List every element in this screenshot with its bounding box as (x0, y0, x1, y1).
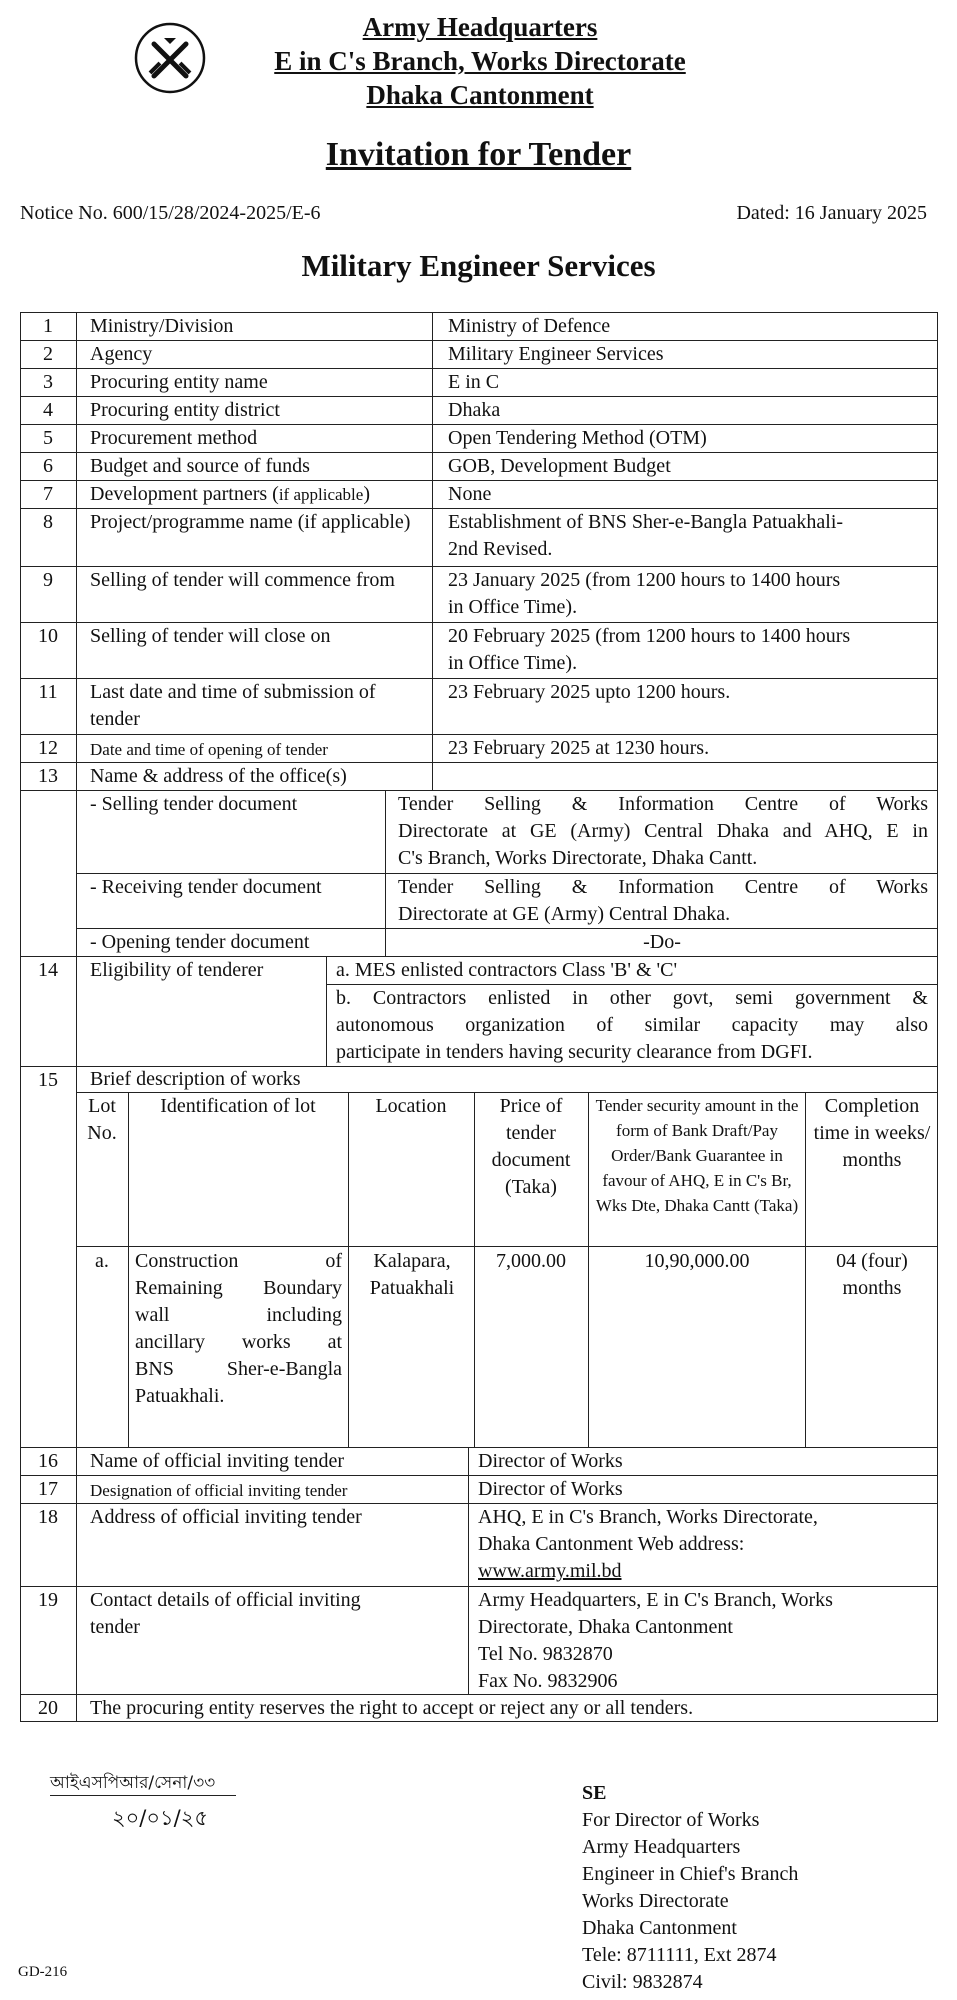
row-number: 4 (43, 399, 53, 421)
row-value: 23 February 2025 at 1230 hours. (448, 737, 710, 759)
notice-date: Dated: 16 January 2025 (736, 202, 927, 224)
organization-title: Military Engineer Services (301, 248, 656, 283)
signature-line: For Director of Works (582, 1809, 760, 1831)
row-number: 6 (43, 455, 53, 477)
signature-line: SE (582, 1782, 607, 1804)
row-number: 2 (43, 343, 53, 365)
row-value: E in C (448, 371, 500, 393)
row-value-line: Directorate, Dhaka Cantonment (478, 1616, 733, 1638)
row-number: 1 (43, 315, 53, 337)
row-label: Project/programme name (if applicable) (90, 511, 411, 533)
row-number: 18 (38, 1506, 58, 1528)
row-number: 20 (38, 1697, 58, 1719)
row-label: Ministry/Division (90, 315, 234, 337)
row-value-line: in Office Time). (448, 596, 578, 618)
row-text: The procuring entity reserves the right to accept or reject any or all tenders. (90, 1697, 694, 1719)
row-label: Designation of official inviting tender (90, 1481, 348, 1500)
row-label: Development partners (if applicable) (90, 483, 370, 505)
row-label: Address of official inviting tender (90, 1506, 362, 1528)
row-label: Name & address of the office(s) (90, 765, 347, 787)
row-label: Procuring entity district (90, 399, 280, 421)
header-block (240, 10, 720, 112)
notice-number: Notice No. 600/15/28/2024-2025/E-6 (20, 202, 321, 224)
row-value-line: Army Headquarters, E in C's Branch, Works (478, 1589, 833, 1611)
row-value: None (448, 483, 492, 505)
row-number: 5 (43, 427, 53, 449)
row-label: Brief description of works (90, 1068, 301, 1090)
lot-identification-line: Construction of (135, 1250, 342, 1272)
col-header-identification: Identification of lot (160, 1095, 316, 1117)
row-value-line: 23 January 2025 (from 1200 hours to 1400 hours (448, 569, 841, 591)
row-label: Selling of tender will commence from (90, 569, 395, 591)
eligibility-b-line: b. Contractors enlisted in other govt, semi government & (336, 987, 928, 1009)
row-number: 16 (38, 1450, 58, 1472)
row-number: 13 (38, 765, 58, 787)
row-label: Last date and time of submission of tender (90, 681, 376, 730)
col-header-price: Price of tender document (Taka) (491, 1095, 571, 1198)
selling-line: Tender Selling & Information Centre of Works (398, 793, 928, 815)
row-value-line: Dhaka Cantonment Web address: (478, 1533, 745, 1555)
eligibility-b-line: autonomous organization of similar capacity may also (336, 1014, 928, 1036)
row-label: Eligibility of tenderer (90, 959, 264, 981)
sub-label-receiving: - Receiving tender document (90, 876, 322, 898)
row-number: 11 (38, 681, 58, 703)
row-label: Date and time of opening of tender (90, 740, 328, 759)
row-number: 12 (38, 737, 58, 759)
row-number: 7 (43, 483, 53, 505)
row-value-line: Establishment of BNS Sher-e-Bangla Patuakhali- (448, 511, 844, 533)
row-number: 3 (43, 371, 53, 393)
lot-identification-line: BNS Sher-e-Bangla (135, 1358, 342, 1380)
eligibility-a: a. MES enlisted contractors Class 'B' & 'C' (336, 959, 678, 981)
opening-value: -Do- (643, 931, 681, 953)
row-value-line: Fax No. 9832906 (478, 1670, 618, 1692)
header-line-2: E in C's Branch, Works Directorate (274, 46, 686, 76)
signature-line: Tele: 8711111, Ext 2874 (582, 1944, 777, 1966)
sub-label-selling: - Selling tender document (90, 793, 298, 815)
row-label: Budget and source of funds (90, 455, 310, 477)
lot-identification-line: Remaining Boundary (135, 1277, 342, 1299)
army-emblem-icon (134, 22, 206, 94)
row-value-line: 2nd Revised. (448, 538, 553, 560)
row-label: Selling of tender will close on (90, 625, 331, 647)
row-value: Dhaka (448, 399, 501, 421)
col-header-completion: Completion time in weeks/ months (813, 1095, 931, 1171)
receiving-line: Tender Selling & Information Centre of Works (398, 876, 928, 898)
signature-line: Civil: 9832874 (582, 1971, 703, 1993)
row-label-line: tender (90, 1616, 140, 1638)
col-header-lot: Lot No. (87, 1095, 117, 1144)
eligibility-b-line: participate in tenders having security clearance from DGFI. (336, 1041, 813, 1063)
receiving-line: Directorate at GE (Army) Central Dhaka. (398, 903, 731, 925)
signature-block (582, 1780, 798, 1996)
row-number: 14 (38, 959, 58, 981)
row-label: Agency (90, 343, 153, 365)
signature-line: Engineer in Chief's Branch (582, 1863, 799, 1885)
signature-line: Works Directorate (582, 1890, 729, 1912)
isp-stamp-date: ২০/০১/২৫ (112, 1806, 209, 1830)
row-value: Military Engineer Services (448, 343, 664, 365)
row-number: 8 (43, 511, 53, 533)
row-value-line: in Office Time). (448, 652, 578, 674)
web-address-link[interactable]: www.army.mil.bd (478, 1560, 622, 1582)
signature-line: Army Headquarters (582, 1836, 741, 1858)
row-number: 9 (43, 569, 53, 591)
lot-number: a. (95, 1250, 109, 1272)
row-value-line: AHQ, E in C's Branch, Works Directorate, (478, 1506, 818, 1528)
row-value: 23 February 2025 upto 1200 hours. (448, 681, 731, 703)
row-number: 15 (38, 1069, 58, 1091)
col-header-location: Location (375, 1095, 447, 1117)
row-value-line: 20 February 2025 (from 1200 hours to 1400 hours (448, 625, 851, 647)
row-value: Director of Works (478, 1450, 623, 1472)
signature-line: Dhaka Cantonment (582, 1917, 737, 1939)
col-header-security: Tender security amount in the form of Bank Draft/Pay Order/Bank Guarantee in favour of AHQ, E in C's Br, Wks Dte, Dhaka Cantt (Taka) (595, 1096, 799, 1215)
row-label: Name of official inviting tender (90, 1450, 344, 1472)
row-number: 10 (38, 625, 58, 647)
row-label-line: Contact details of official inviting (90, 1589, 361, 1611)
row-value-line: Tel No. 9832870 (478, 1643, 613, 1665)
row-label: Procurement method (90, 427, 258, 449)
page-title: Invitation for Tender (325, 136, 632, 173)
header-line-3: Dhaka Cantonment (366, 80, 594, 110)
row-value: Director of Works (478, 1478, 623, 1500)
lot-location: Kalapara, Patuakhali (369, 1250, 455, 1299)
selling-line: Directorate at GE (Army) Central Dhaka and AHQ, E in (398, 820, 928, 842)
sub-label-opening: - Opening tender document (90, 931, 310, 953)
selling-line: C's Branch, Works Directorate, Dhaka Cantt. (398, 847, 758, 869)
lot-completion: 04 (four) months (836, 1250, 908, 1299)
row-number: 17 (38, 1478, 58, 1500)
lot-price: 7,000.00 (496, 1250, 566, 1272)
lot-identification-line: ancillary works at (135, 1331, 342, 1353)
row-value: Ministry of Defence (448, 315, 611, 337)
footer-code: GD-216 (18, 1964, 68, 1980)
lot-identification-line: Patuakhali. (135, 1385, 225, 1407)
lot-identification-line: wall including (135, 1304, 342, 1326)
lot-security: 10,90,000.00 (644, 1250, 750, 1272)
header-line-1: Army Headquarters (362, 12, 598, 42)
row-label: Procuring entity name (90, 371, 268, 393)
row-value: Open Tendering Method (OTM) (448, 427, 707, 449)
row-value: GOB, Development Budget (448, 455, 671, 477)
row-number: 19 (38, 1589, 58, 1611)
isp-stamp-code: আইএসপিআর/সেনা/৩৩ (50, 1773, 216, 1793)
